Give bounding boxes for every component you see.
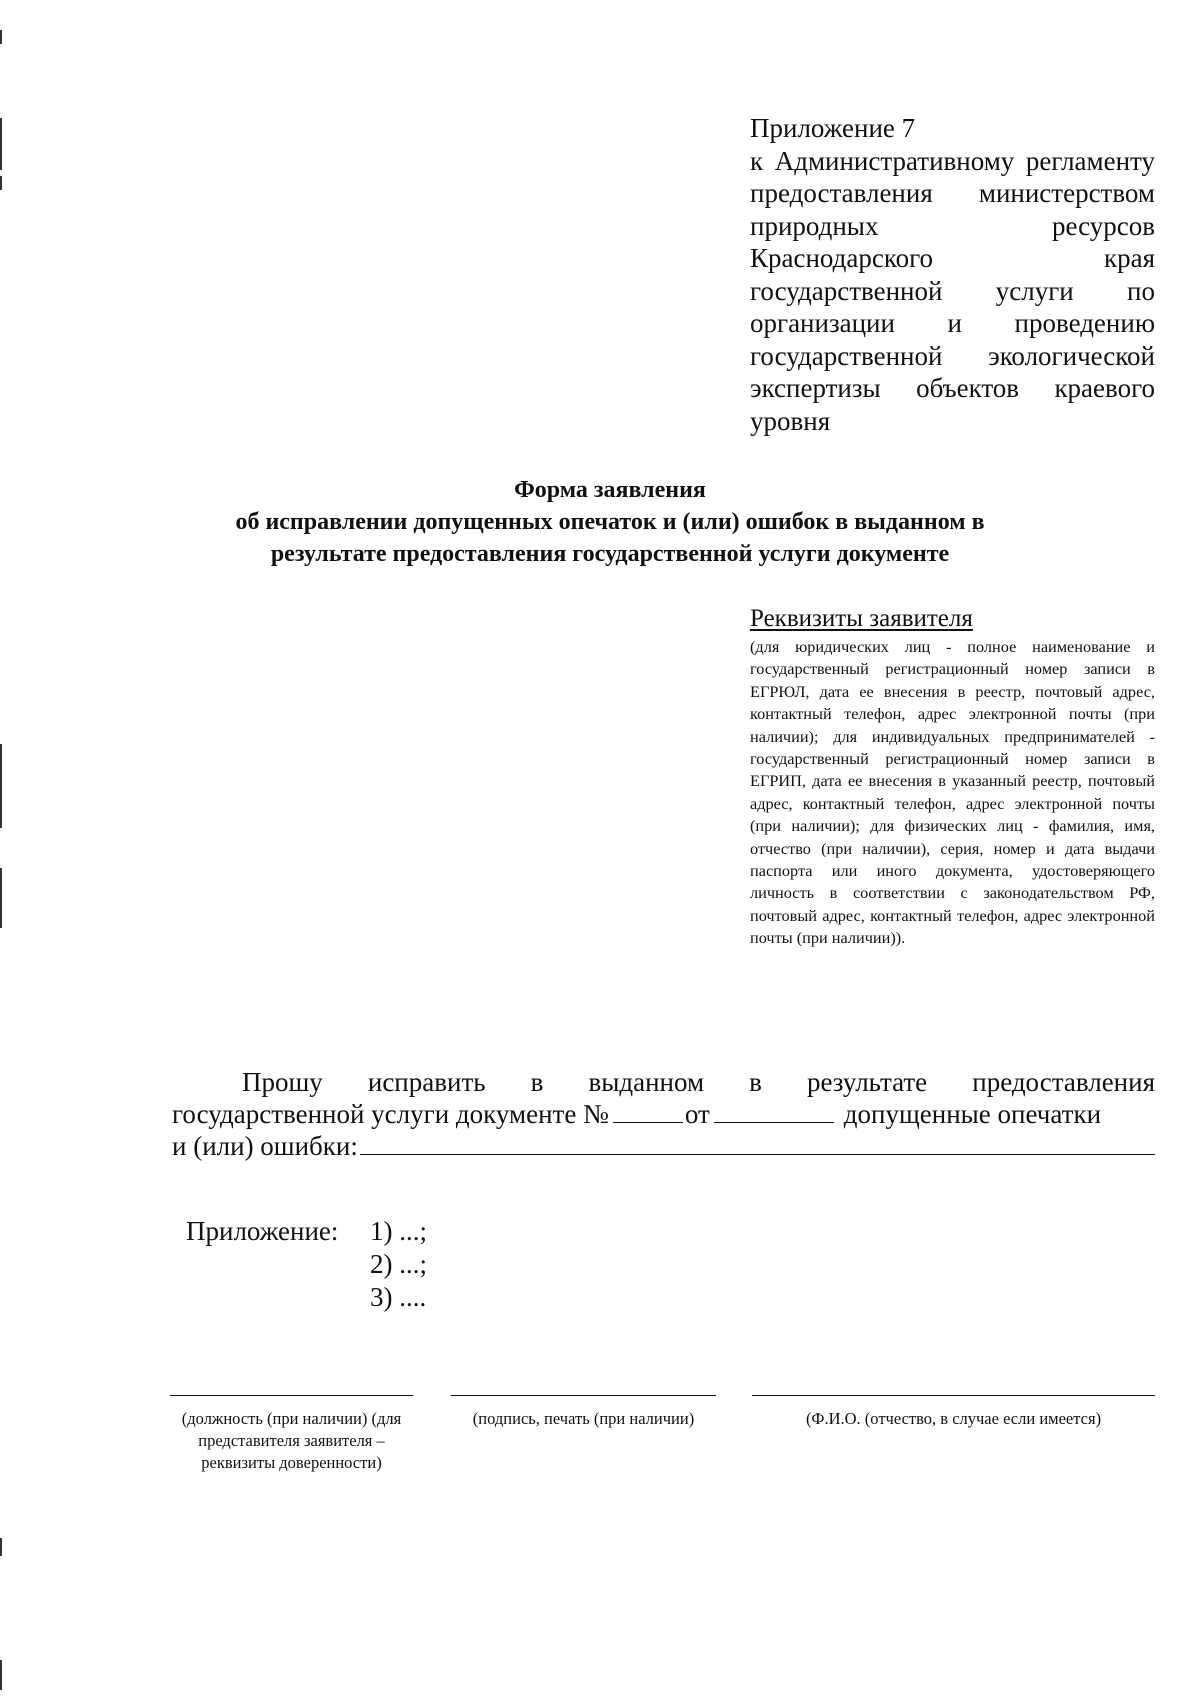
requisites-title: Реквизиты заявителя <box>750 605 973 632</box>
request-text: допущенные опечатки <box>843 1099 1102 1129</box>
applicant-requisites <box>750 604 1155 950</box>
scan-edge-mark <box>0 1538 2 1556</box>
scan-edge-mark <box>0 1660 2 1690</box>
request-line <box>172 1098 1155 1130</box>
form-title-line: результате предоставления государственной услуги документе <box>270 541 950 567</box>
form-title-line: Форма заявления <box>514 477 706 503</box>
requisites-note: (для юридических лиц - полное наименование и государственный регистрационный номер записи в ЕГРЮЛ, дата ее внесения в реестр, почтовый адрес, контактный телефон, адрес электронной почты (при наличии); для индивидуальных предпринимателей - государственный регистрационный номер записи в ЕГРИП, дата ее внесения в указанный реестр, почтовый адрес, контактный телефон, адрес электронной почты (при наличии); для физических лиц - фамилия, имя, отчество (при наличии), серия, номер и дата выдачи паспорта или иного документа, удостоверяющего личность в соответствии с законодательством РФ, почтовый адрес, контактный телефон, адрес электронной почты (при наличии)). <box>750 637 1155 948</box>
signature-caption: (подпись, печать (при наличии) <box>472 1409 695 1428</box>
position-signature-field[interactable] <box>170 1395 413 1474</box>
scan-edge-mark <box>0 176 2 190</box>
scan-edge-mark <box>0 868 2 928</box>
scan-edge-mark <box>0 30 2 44</box>
attachment-item: 1) ...; <box>370 1216 427 1246</box>
form-title <box>150 474 1070 570</box>
document-date-field[interactable] <box>714 1100 834 1123</box>
scan-edge-mark <box>0 118 2 170</box>
signature-stamp-field[interactable] <box>451 1395 716 1430</box>
attachments-label: Приложение: <box>186 1216 339 1246</box>
form-title-line: об исправлении допущенных опечаток и (или) ошибок в выданном в <box>235 509 985 535</box>
appendix-title: Приложение 7 <box>750 113 916 143</box>
attachments-list <box>186 1215 427 1314</box>
errors-description-field[interactable] <box>360 1132 1155 1155</box>
request-text: от <box>684 1099 710 1129</box>
appendix-body: к Административному регламенту предоставления министерством природных ресурсов Краснодарского края государственной услуги по организации и проведению государственной экологической экспертизы объектов краевого уровня <box>750 145 1155 436</box>
full-name-caption: (Ф.И.О. (отчество, в случае если имеется) <box>805 1409 1102 1428</box>
request-paragraph <box>172 1066 1155 1162</box>
attachments-items <box>370 1215 427 1314</box>
request-text: и (или) ошибки: <box>172 1131 358 1161</box>
request-text: государственной услуги документе № <box>172 1099 609 1129</box>
full-name-field[interactable] <box>752 1395 1155 1430</box>
scan-edge-mark <box>0 744 2 828</box>
attachment-item: 3) .... <box>370 1282 427 1312</box>
request-line <box>172 1130 1155 1162</box>
request-line: Прошу исправить в выданном в результате предоставления <box>242 1067 1155 1097</box>
document-number-field[interactable] <box>613 1100 683 1123</box>
position-caption: (должность (при наличии) (для представителя заявителя – реквизиты доверенности) <box>181 1409 402 1472</box>
attachment-item: 2) ...; <box>370 1249 427 1279</box>
appendix-header <box>750 112 1155 437</box>
